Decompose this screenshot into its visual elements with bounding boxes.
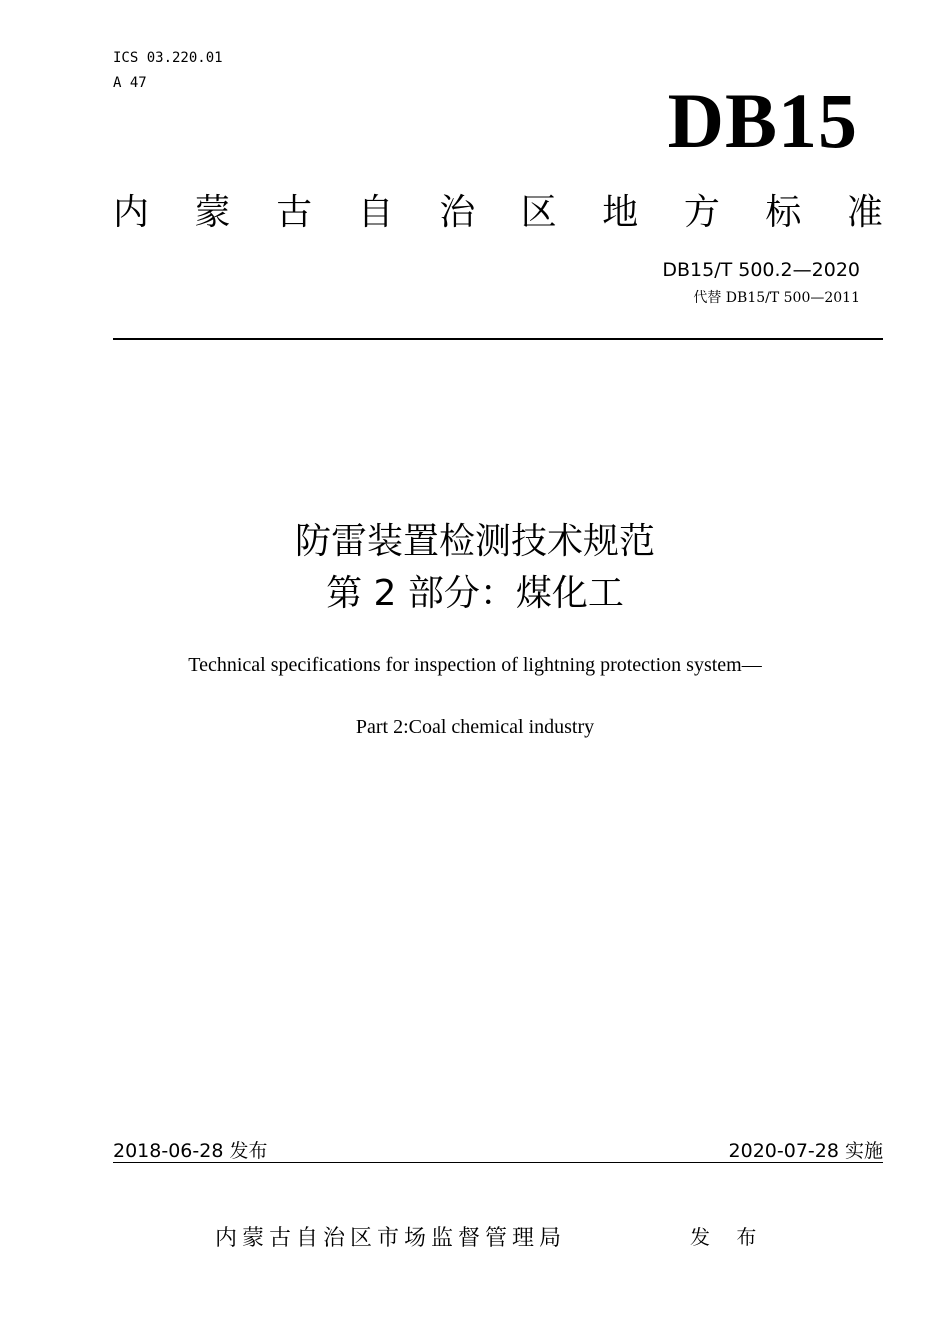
- footer-divider: [113, 1162, 883, 1163]
- standard-type-char: 区: [520, 191, 557, 233]
- standard-number: DB15/T 500.2—2020: [662, 259, 860, 281]
- chinese-title-line2: 第 2 部分：煤化工: [326, 573, 624, 614]
- header-divider: [113, 338, 883, 340]
- standard-type-char: 内: [113, 191, 150, 233]
- issue-label: 发 布: [690, 1225, 767, 1249]
- issuing-authority: 内蒙古自治区市场监督管理局: [215, 1226, 567, 1251]
- standard-type-char: 标: [765, 191, 802, 233]
- ccs-code: A 47: [113, 75, 147, 91]
- standard-type-char: 自: [357, 191, 394, 233]
- standard-type-heading: [113, 185, 883, 233]
- chinese-title: [0, 516, 950, 620]
- english-title-line1: Technical specifications for inspection of lightning protection system—: [188, 654, 762, 676]
- ics-code: ICS 03.220.01: [113, 50, 223, 66]
- chinese-title-line1: 防雷装置检测技术规范: [294, 521, 655, 562]
- standard-type-char: 方: [683, 191, 720, 233]
- standard-type-char: 地: [602, 191, 639, 233]
- standard-type-char: 准: [846, 191, 883, 233]
- standard-type-char: 蒙: [194, 191, 231, 233]
- publish-date: 2018-06-28 发布: [113, 1140, 268, 1162]
- standard-type-char: 古: [276, 191, 313, 233]
- english-title-line2: Part 2:Coal chemical industry: [355, 716, 595, 738]
- implement-date: 2020-07-28 实施: [728, 1140, 883, 1162]
- standard-type-char: 治: [439, 191, 476, 233]
- standard-logo: DB15: [667, 77, 858, 164]
- replaces-standard: 代替 DB15/T 500—2011: [693, 290, 860, 306]
